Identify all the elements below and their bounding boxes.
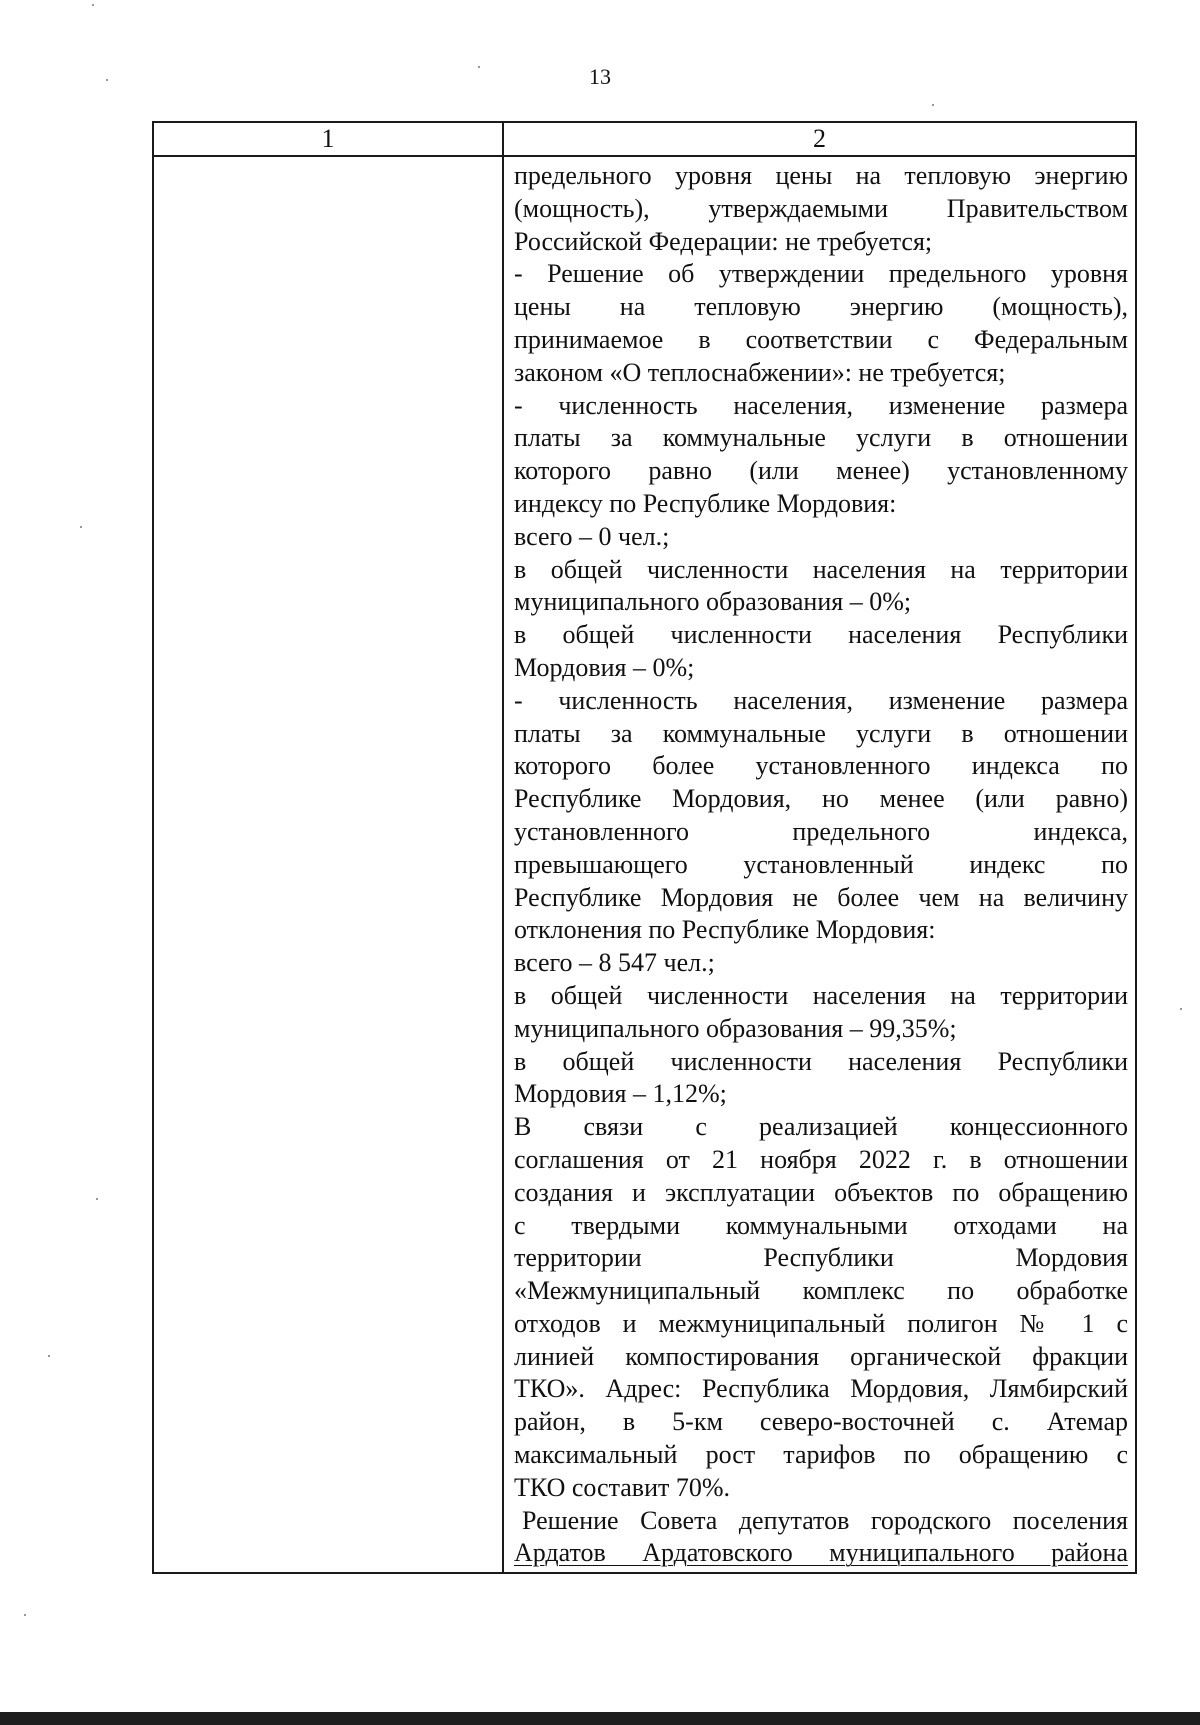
text-line: Мордовия – 0%; <box>514 652 695 682</box>
text-line: превышающего установленный индекс по <box>514 849 1128 879</box>
text-line: - численность населения, изменение размера <box>514 390 1128 420</box>
text-line: в общей численности населения на территории <box>514 554 1128 584</box>
text-line: всего – 8 547 чел.; <box>514 948 715 978</box>
text-line: с твердыми коммунальными отходами на <box>514 1210 1128 1240</box>
text-line: принимаемое в соответствии с Федеральным <box>514 324 1128 354</box>
text-line: платы за коммунальные услуги в отношении <box>514 718 1128 748</box>
scan-speck <box>932 104 934 106</box>
text-line: установленного предельного индекса, <box>514 816 1128 846</box>
scan-speck <box>92 4 94 6</box>
scan-speck <box>80 526 82 528</box>
text-line: соглашения от 21 ноября 2022 г. в отношении <box>514 1144 1128 1174</box>
text-line: законом «О теплоснабжении»: не требуется; <box>514 357 1006 387</box>
text-line: «Межмуниципальный комплекс по обработке <box>514 1276 1128 1306</box>
scan-speck <box>24 1614 26 1616</box>
text-line: линией компостирования органической фракции <box>514 1341 1128 1371</box>
text-line: муниципального образования – 99,35%; <box>514 1013 957 1043</box>
text-line: максимальный рост тарифов по обращению с <box>514 1440 1128 1470</box>
text-line: всего – 0 чел.; <box>514 521 670 551</box>
text-line: муниципального образования – 0%; <box>514 587 912 617</box>
text-line: Российской Федерации: не требуется; <box>514 226 933 256</box>
text-line: Республике Мордовия не более чем на величину <box>514 882 1128 912</box>
column-2-cell <box>514 160 1128 1570</box>
text-line: район, в 5-км северо-восточней с. Атемар <box>514 1407 1128 1437</box>
text-line: Мордовия – 1,12%; <box>514 1079 727 1109</box>
text-line: создания и эксплуатации объектов по обращению <box>514 1177 1128 1207</box>
scan-speck <box>1180 1008 1182 1010</box>
text-line: отклонения по Республике Мордовия: <box>514 915 936 945</box>
text-line: в общей численности населения Республики <box>514 1046 1128 1076</box>
page-number: 13 <box>589 64 611 89</box>
text-line: которого более установленного индекса по <box>514 751 1128 781</box>
text-line: Республике Мордовия, но менее (или равно) <box>514 784 1128 814</box>
text-line: (мощность), утверждаемыми Правительством <box>514 193 1128 223</box>
text-line: Ардатов Ардатовского муниципального района <box>514 1538 1128 1568</box>
text-line: отходов и межмуниципальный полигон № 1 с <box>514 1308 1128 1338</box>
text-line: ТКО составит 70%. <box>514 1472 731 1502</box>
text-line: которого равно (или менее) установленному <box>514 456 1128 486</box>
document-table <box>152 121 1137 1574</box>
text-line: Решение Совета депутатов городского поселения <box>522 1505 1128 1535</box>
text-line: индексу по Республике Мордовия: <box>514 488 897 518</box>
column-divider <box>502 123 504 1572</box>
text-line: предельного уровня цены на тепловую энергию <box>514 161 1128 190</box>
text-line: - численность населения, изменение размера <box>514 685 1128 715</box>
text-line: в общей численности населения на территории <box>514 980 1128 1010</box>
column-1-cell <box>154 157 502 1572</box>
scan-speck <box>106 79 108 81</box>
text-line: ТКО». Адрес: Республика Мордовия, Лямбирский <box>514 1374 1128 1404</box>
scan-speck <box>478 66 480 68</box>
scan-bottom-edge <box>0 1712 1200 1725</box>
column-header-1: 1 <box>321 124 335 153</box>
scan-speck <box>96 1198 98 1200</box>
text-line: цены на тепловую энергию (мощность), <box>514 292 1128 322</box>
text-line: территории Республики Мордовия <box>514 1243 1128 1273</box>
scan-speck <box>48 1355 50 1357</box>
text-line: в общей численности населения Республики <box>514 620 1128 650</box>
text-line: В связи с реализацией концессионного <box>514 1112 1128 1142</box>
column-header-2: 2 <box>813 124 826 153</box>
text-line: платы за коммунальные услуги в отношении <box>514 423 1128 453</box>
text-line: - Решение об утверждении предельного уровня <box>514 259 1128 289</box>
